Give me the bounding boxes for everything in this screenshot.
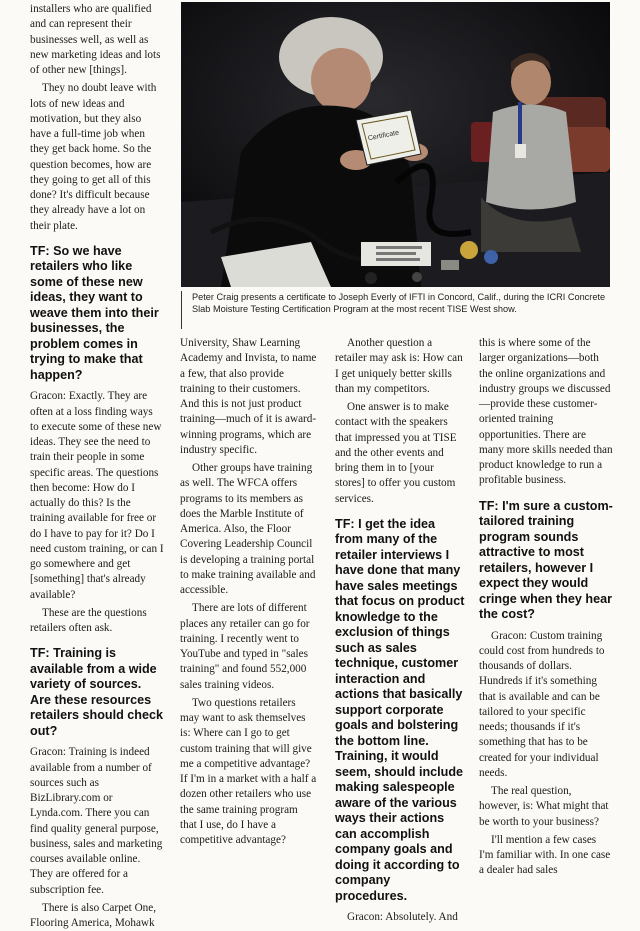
paragraph: Gracon: Training is indeed available from a number of sources such as BizLibrary.com or Lynda.com. There you can find quality general purpose, business, sales and marketing courses available online. They are offered for a subscription fee. xyxy=(30,746,163,896)
article-photo xyxy=(181,2,610,287)
photo-caption: Peter Craig presents a certificate to Joseph Everly of IFTI in Concord, Calif., during the ICRI Concrete Slab Moisture Testing Certification Program at the most recent TISE West show. xyxy=(181,291,611,329)
paragraph: There is also Carpet One, Flooring America, Mohawk xyxy=(30,901,157,929)
paragraph: There are lots of different places any retailer can go for training. I recently went to YouTube and typed in "sales training" and found 552,000 sales training videos. xyxy=(180,602,310,691)
paragraph: One answer is to make contact with the speakers that impressed you at TISE and the other events and bring them in to [your stores] to offer you custom services. xyxy=(335,401,457,505)
article-column-1 xyxy=(30,2,164,929)
paragraph: this is where some of the larger organizations—both the online organizations and industry groups we discussed—provide these customer-oriented training opportunities. There are many more skills needed than product knowledge to run a profitable business. xyxy=(479,337,613,487)
article-column-2 xyxy=(180,336,317,846)
paragraph: Another question a retailer may ask is: How can I get uniquely better skills than my competitors. xyxy=(335,337,463,395)
paragraph: University, Shaw Learning Academy and Invista, to name a few, that also provide training to their customers. And this is not just product training—much of it is award-winning programs, which are industry specific. xyxy=(180,337,317,456)
paragraph: These are the questions retailers often ask. xyxy=(30,606,147,634)
article-column-4 xyxy=(479,336,613,877)
certificate-text: Certificate xyxy=(367,129,400,143)
paragraph: Other groups have training as well. The WFCA offers programs to its members as does the Marble Institute of America. Also, the Floor Covering Leadership Council is developing a training portal to make training available and accessible. xyxy=(180,462,316,596)
paragraph: Gracon: Absolutely. And xyxy=(347,911,458,924)
interview-question: TF: I'm sure a custom-tailored training program sounds attractive to most retailers, however I expect they would cringe when they hear the cost? xyxy=(479,498,613,621)
paragraph: The real question, however, is: What might that be worth to your business? xyxy=(479,785,609,828)
paragraph: They no doubt leave with lots of new ideas and motivation, but they also have a full-time job when they get back home. So the question becomes, how are they going to get all of this done? It's difficult because they already have a lot on their plate. xyxy=(30,82,157,232)
paragraph: Gracon: Custom training could cost from hundreds to thousands of dollars. Hundreds if it's something that is available and can be tailored to your specific needs; thousands if it's something that has to be created for your individual needs. xyxy=(479,629,605,779)
paragraph: Two questions retailers may want to ask themselves is: Where can I go to get custom training that will give me a competitive advantage? If I'm in a market with a half a dozen other retailers who use the same training program that I use, do I have a competitive advantage? xyxy=(180,696,317,846)
interview-question: TF: Training is available from a wide variety of sources. Are these resources retailers should check out? xyxy=(30,646,163,738)
paragraph: installers who are qualified and can represent their businesses well, as well as new marketing ideas and lots of other new [things]. xyxy=(30,3,161,76)
paragraph: I'll mention a few cases I'm familiar with. In one case a dealer had sales xyxy=(479,833,611,877)
article-column-3 xyxy=(335,336,465,924)
interview-question: TF: So we have retailers who like some of these new ideas, they want to weave them into their businesses, the problem comes in trying to make that happen? xyxy=(30,243,159,382)
paragraph: Gracon: Exactly. They are often at a loss finding ways to execute some of these new ideas. They see the need to train their people in some specific areas. The questions then become: How do I actually do this? Is the training available for free or do I have to pay for it? Do I need custom training, or can I go somewhere and get [something] that's already available? xyxy=(30,390,164,601)
interview-question: TF: I get the idea from many of the retailer interviews I have done that many have sales meetings that focus on product knowledge to the exclusion of things such as sales technique, customer interaction and actions that basically support corporate goals and bolstering the bottom line. Training, it would seem, should include making salespeople aware of the various ways their actions can accomplish company goals and doing it according to company procedures. xyxy=(335,516,465,903)
